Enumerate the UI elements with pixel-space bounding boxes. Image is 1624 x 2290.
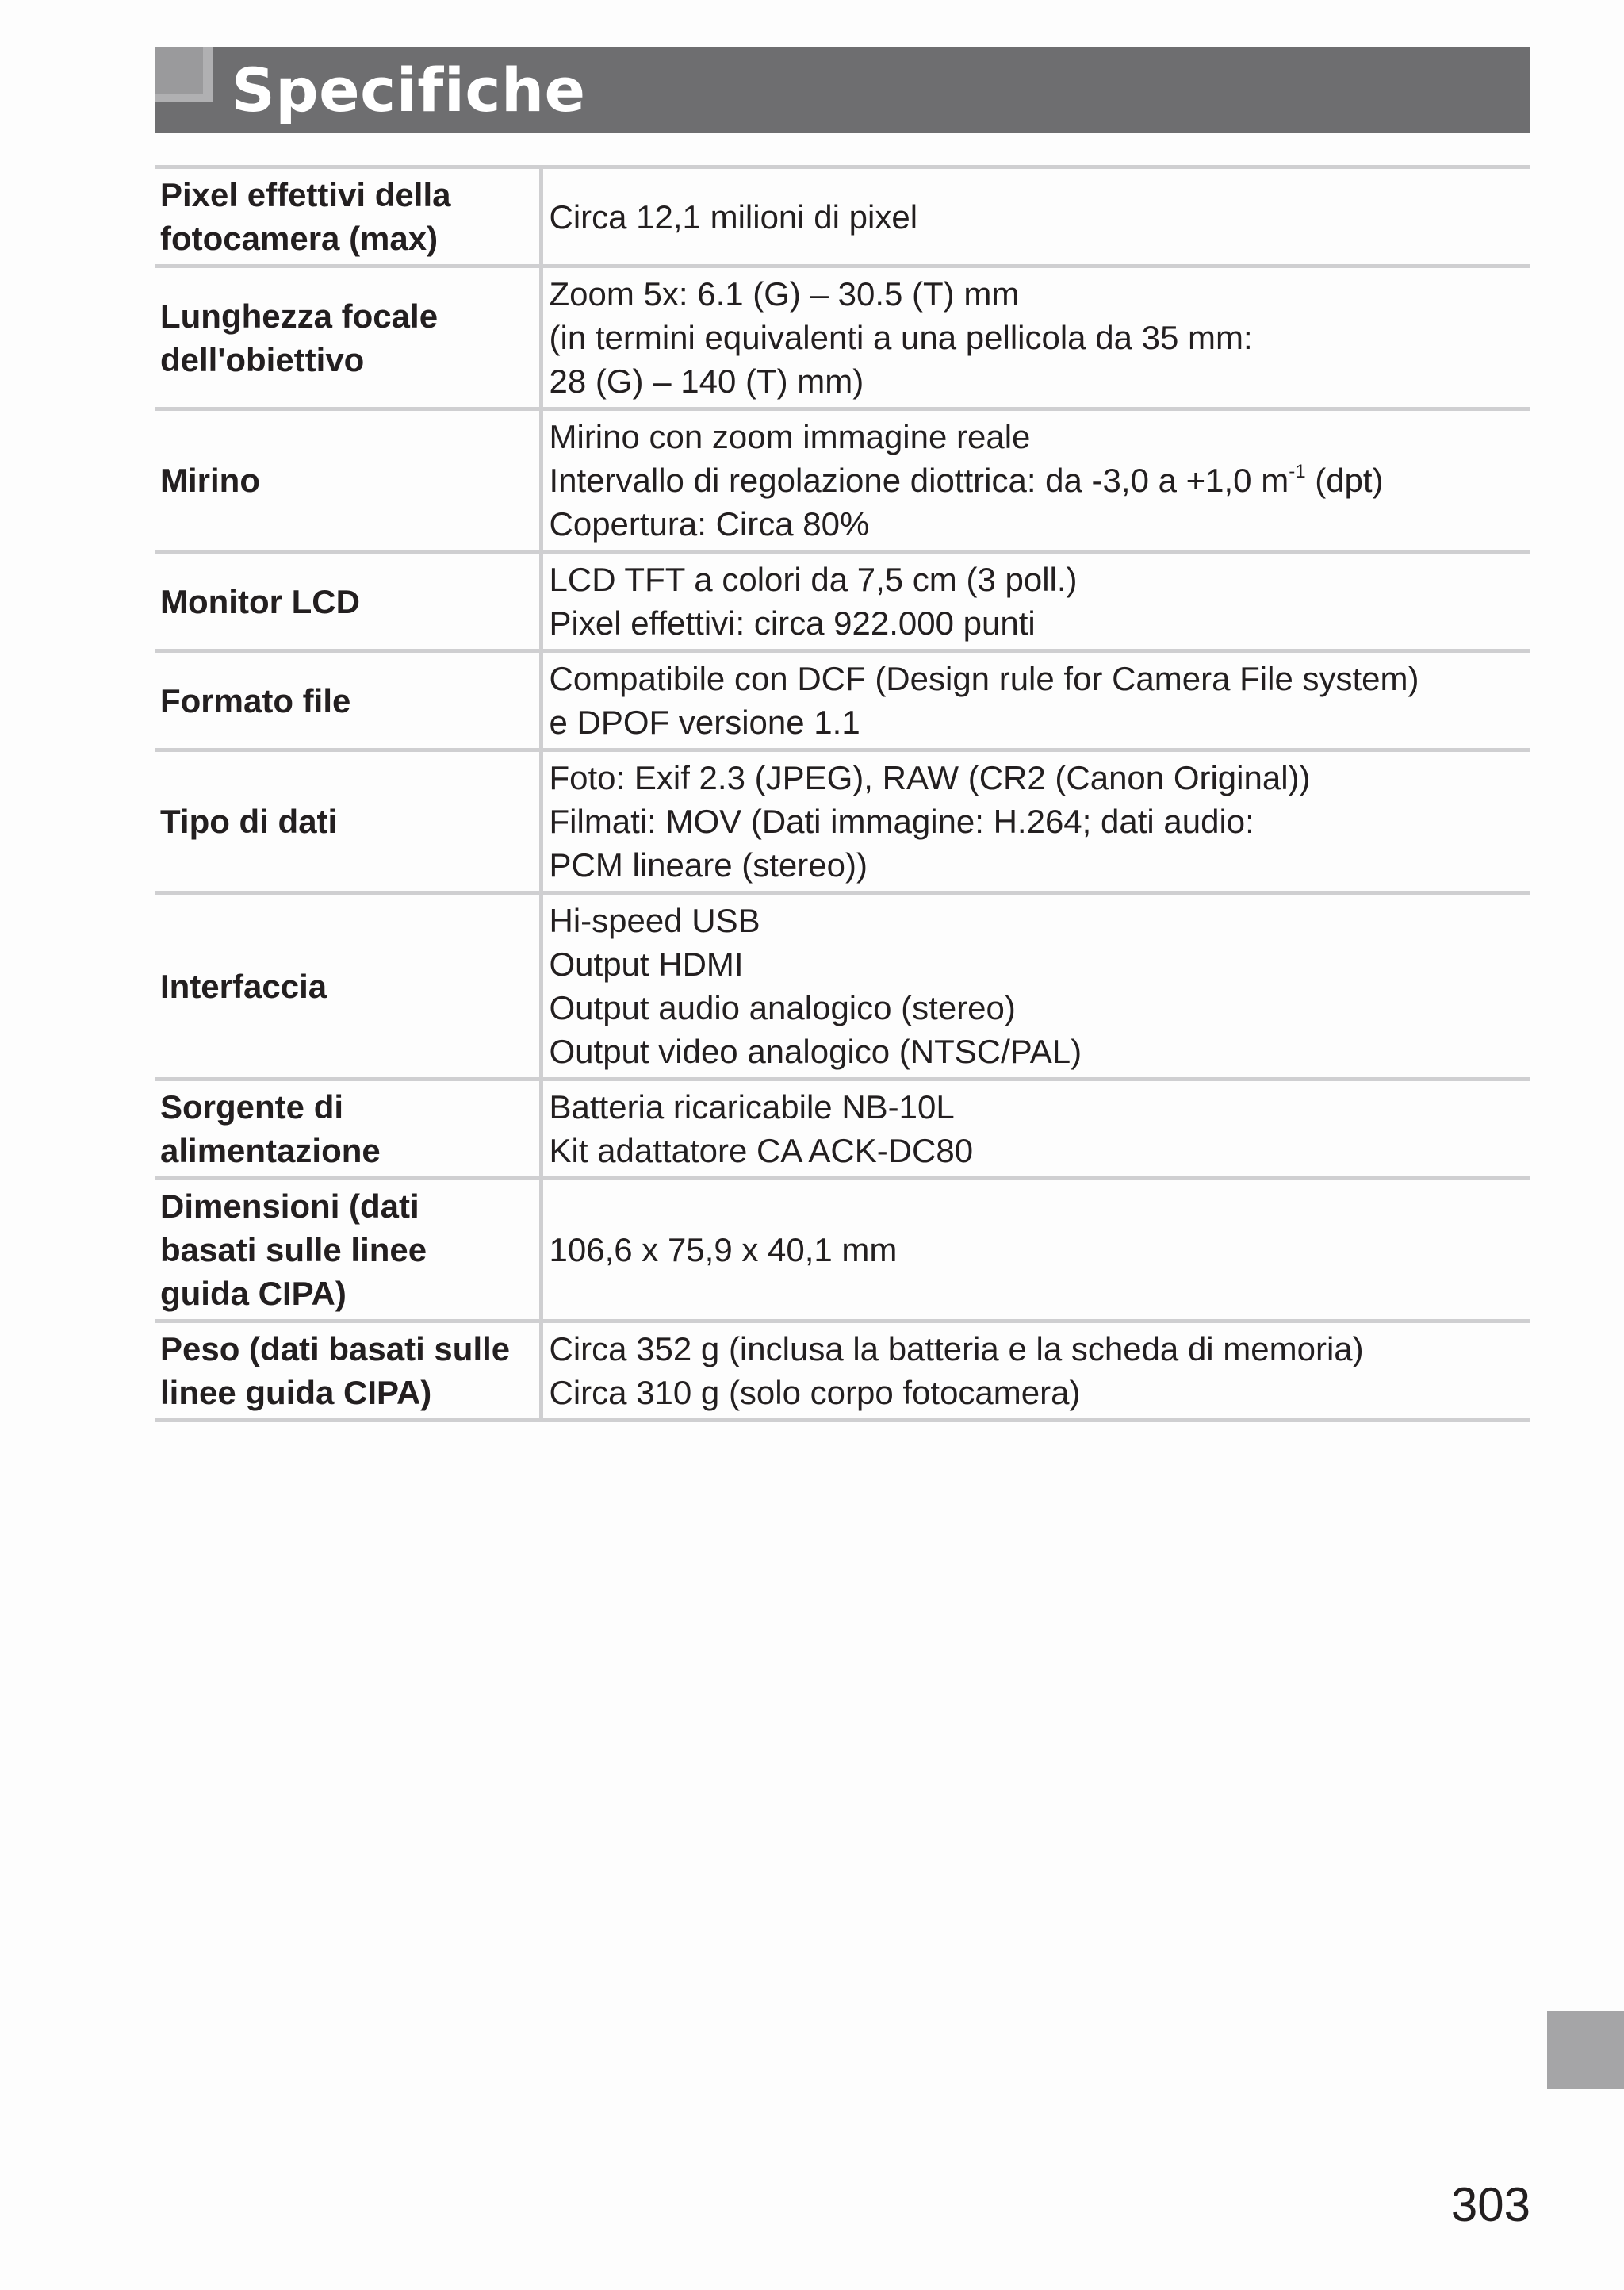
spec-label: Peso (dati basati sulle linee guida CIPA) [155, 1321, 541, 1421]
spec-value: LCD TFT a colori da 7,5 cm (3 poll.) Pixel effettivi: circa 922.000 punti [541, 552, 1530, 651]
spec-value: Compatibile con DCF (Design rule for Camera File system) e DPOF versione 1.1 [541, 651, 1530, 750]
spec-value: Batteria ricaricabile NB-10L Kit adattatore CA ACK-DC80 [541, 1080, 1530, 1179]
header-notch-decoration-side [203, 47, 213, 102]
spec-value: Circa 12,1 milioni di pixel [541, 167, 1530, 267]
spec-label: Formato file [155, 651, 541, 750]
table-row [155, 893, 1530, 1080]
header-notch-decoration [155, 94, 203, 102]
table-row [155, 750, 1530, 893]
table-row [155, 1321, 1530, 1421]
spec-value: Zoom 5x: 6.1 (G) – 30.5 (T) mm (in termini equivalenti a una pellicola da 35 mm: 28 (G) – 140 (T) mm) [541, 267, 1530, 409]
spec-value: Foto: Exif 2.3 (JPEG), RAW (CR2 (Canon Original)) Filmati: MOV (Dati immagine: H.264; dati audio: PCM lineare (stereo)) [541, 750, 1530, 893]
spec-label: Tipo di dati [155, 750, 541, 893]
specifications-table [155, 165, 1530, 1422]
table-row [155, 1179, 1530, 1321]
table-row [155, 552, 1530, 651]
table-row [155, 167, 1530, 267]
chapter-side-tab [1547, 2011, 1624, 2089]
spec-label: Lunghezza focale dell'obiettivo [155, 267, 541, 409]
spec-value: Circa 352 g (inclusa la batteria e la scheda di memoria) Circa 310 g (solo corpo fotocamera) [541, 1321, 1530, 1421]
spec-label: Monitor LCD [155, 552, 541, 651]
spec-label: Pixel effettivi della fotocamera (max) [155, 167, 541, 267]
spec-label: Dimensioni (dati basati sulle linee guida CIPA) [155, 1179, 541, 1321]
spec-label: Sorgente di alimentazione [155, 1080, 541, 1179]
table-row [155, 1080, 1530, 1179]
spec-value: Hi-speed USB Output HDMI Output audio analogico (stereo) Output video analogico (NTSC/PAL) [541, 893, 1530, 1080]
page-title: Specifiche [232, 55, 586, 125]
page-number: 303 [1450, 2178, 1530, 2231]
spec-value: Mirino con zoom immagine reale Intervallo di regolazione diottrica: da -3,0 a +1,0 $m^{-1}$ (dpt) Copertura: Circa 80% [541, 409, 1530, 552]
table-row [155, 409, 1530, 552]
spec-label: Interfaccia [155, 893, 541, 1080]
spec-label: Mirino [155, 409, 541, 552]
header-square-icon [155, 47, 203, 94]
spec-value: 106,6 x 75,9 x 40,1 mm [541, 1179, 1530, 1321]
table-row [155, 651, 1530, 750]
table-row [155, 267, 1530, 409]
